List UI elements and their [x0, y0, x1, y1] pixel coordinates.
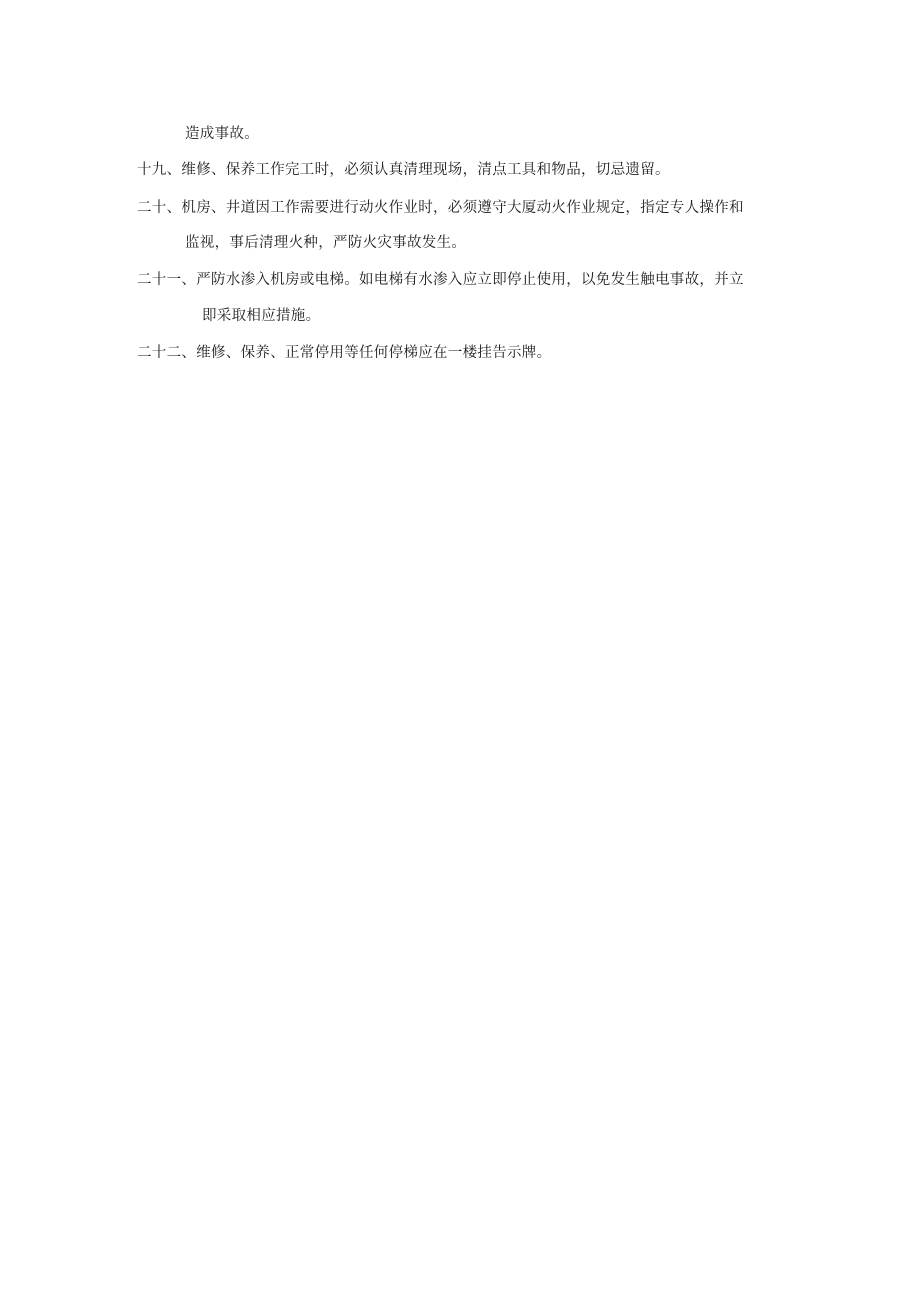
text-line-item-20: 二十、机房、井道因工作需要进行动火作业时，必须遵守大厦动火作业规定，指定专人操作和: [137, 200, 744, 216]
text-line-item-21-continuation: 即采取相应措施。: [202, 308, 321, 324]
text-line-item-18-continuation: 造成事故。: [185, 126, 259, 142]
text-line-item-19: 十九、维修、保养工作完工时，必须认真清理现场，清点工具和物品，切忌遗留。: [137, 162, 670, 178]
text-line-item-20-continuation: 监视，事后清理火种，严防火灾事故发生。: [185, 235, 467, 251]
text-line-item-22: 二十二、维修、保养、正常停用等任何停梯应在一楼挂告示牌。: [137, 345, 552, 361]
text-line-item-21: 二十一、严防水渗入机房或电梯。如电梯有水渗入应立即停止使用，以免发生触电事故，并立: [137, 272, 744, 288]
